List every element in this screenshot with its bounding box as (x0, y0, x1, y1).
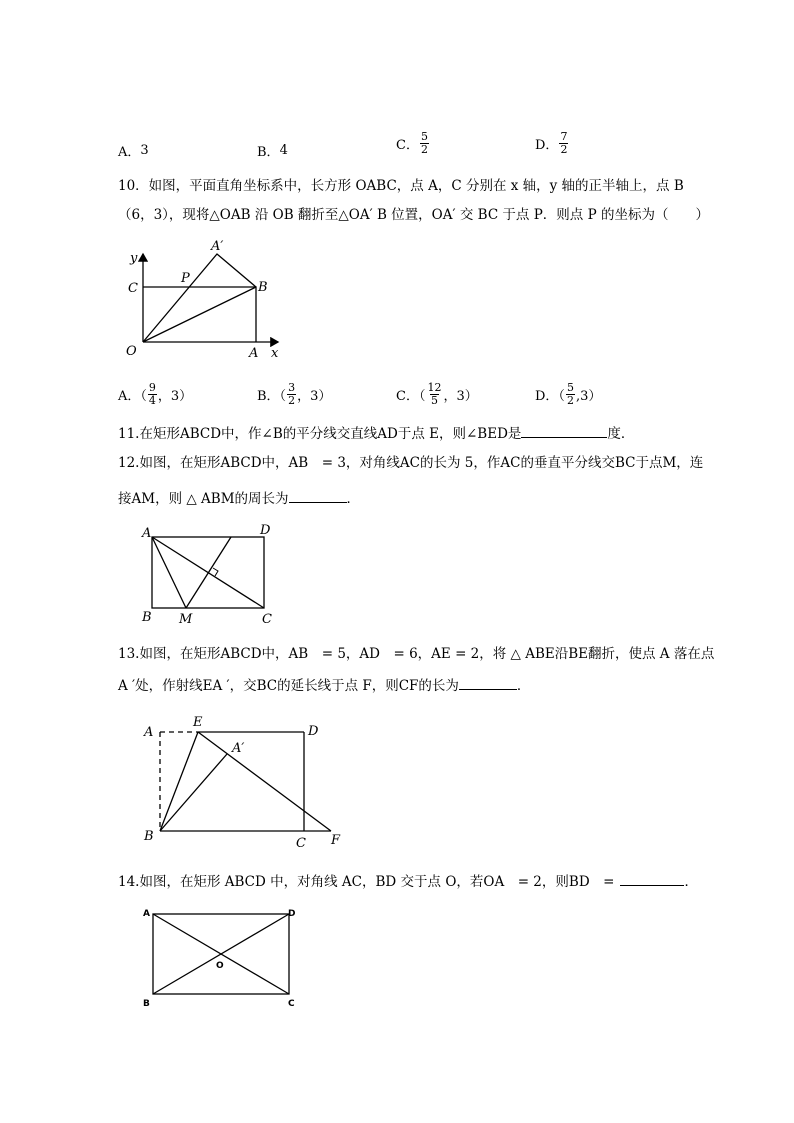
segment-be (160, 732, 198, 831)
q13-text-line2: A ′处，作射线EA ′，交BC的延长线于点 F，则CF的长为 ． (118, 678, 531, 694)
answer-blank[interactable] (521, 425, 607, 438)
q9-option-d: D． $\frac{7}{2}$ (535, 130, 568, 156)
right-angle-mark (213, 568, 218, 576)
label-b: B (142, 610, 152, 625)
label-d: D (308, 724, 319, 739)
triangle-oa-prime-b (143, 254, 256, 342)
fraction: $\frac{3}{2}$ (288, 381, 296, 407)
q10-text-line2: （6，3），现将△OAB 沿 OB 翻折至△OA′ B 位置，OA′ 交 BC 于点 P．则点 P 的坐标为（ ） (118, 207, 709, 223)
q13-text-line1: 13.如图，在矩形ABCD中，AB = 5，AD = 6，AE = 2，将 △ ABE沿BE翻折，使点 A 落在点 (118, 646, 715, 662)
q10-option-c: C．（ $\frac{12}{5}$ ，3） (396, 381, 478, 407)
q14-rectangle-figure (140, 906, 304, 1010)
label-d: D (288, 909, 296, 919)
label-e: E (193, 715, 203, 730)
ray-ef (198, 732, 331, 831)
q13-folding-figure (138, 710, 350, 855)
label-b: B (258, 280, 268, 295)
fraction: $\frac{12}{5}$ (427, 381, 442, 407)
segment-ob (143, 287, 256, 342)
answer-blank[interactable] (620, 873, 684, 886)
q10-option-a: A．（ $\frac{9}{4}$ ，3） (118, 381, 193, 407)
label-x: x (271, 346, 279, 361)
q12-text-line2: 接AM，则 △ ABM的周长为 ． (118, 491, 361, 507)
label-p: P (181, 271, 190, 286)
answer-blank[interactable] (289, 490, 347, 503)
label-m: M (179, 612, 193, 627)
q10-option-b: B．（ $\frac{3}{2}$ ，3） (257, 381, 332, 407)
label-a-prime: A′ (232, 741, 245, 756)
q9-option-c: C． $\frac{5}{2}$ (396, 130, 428, 156)
label-a: A (143, 909, 150, 919)
q10-text-line1: 10．如图，平面直角坐标系中，长方形 OABC，点 A，C 分别在 x 轴，y 轴的正半轴上，点 B (118, 178, 684, 194)
label-c: C (262, 612, 272, 627)
label-c: C (296, 836, 306, 851)
label-b: B (144, 829, 154, 844)
label-d: D (260, 523, 271, 538)
label-b: B (143, 999, 150, 1009)
q11-text: 11.在矩形ABCD中，作∠B的平分线交直线AD于点 E，则∠BED是 度． (118, 426, 635, 442)
segment-ba-prime (160, 754, 227, 831)
label-a: A (142, 526, 152, 541)
label-a: A (144, 725, 154, 740)
q14-text: 14.如图，在矩形 ABCD 中，对角线 AC，BD 交于点 O，若OA = 2，则BD = ． (118, 874, 698, 890)
perpendicular-bisector (186, 537, 231, 608)
q12-rectangle-figure (138, 520, 288, 628)
label-f: F (331, 833, 341, 848)
fraction: $\frac{5}{2}$ (566, 381, 574, 407)
q10-option-d: D．（ $\frac{5}{2}$ ,3） (535, 381, 602, 407)
fraction: $\frac{9}{4}$ (148, 381, 156, 407)
label-o: O (216, 961, 224, 971)
q9-option-b: B． 4 (257, 143, 288, 160)
fraction: $\frac{7}{2}$ (560, 130, 568, 156)
label-c: C (288, 999, 295, 1009)
fraction: $\frac{5}{2}$ (420, 130, 428, 156)
q9-option-a: A． 3 (118, 143, 149, 160)
answer-blank[interactable] (459, 677, 517, 690)
q10-coordinate-figure (110, 236, 290, 364)
label-c: C (128, 281, 138, 296)
label-o: O (126, 344, 137, 359)
label-a: A (249, 346, 259, 361)
q12-text-line1: 12.如图，在矩形ABCD中，AB = 3，对角线AC的长为 5，作AC的垂直平分线交BC于点M，连 (118, 455, 704, 471)
label-a-prime: A′ (211, 239, 224, 254)
label-y: y (130, 251, 138, 266)
